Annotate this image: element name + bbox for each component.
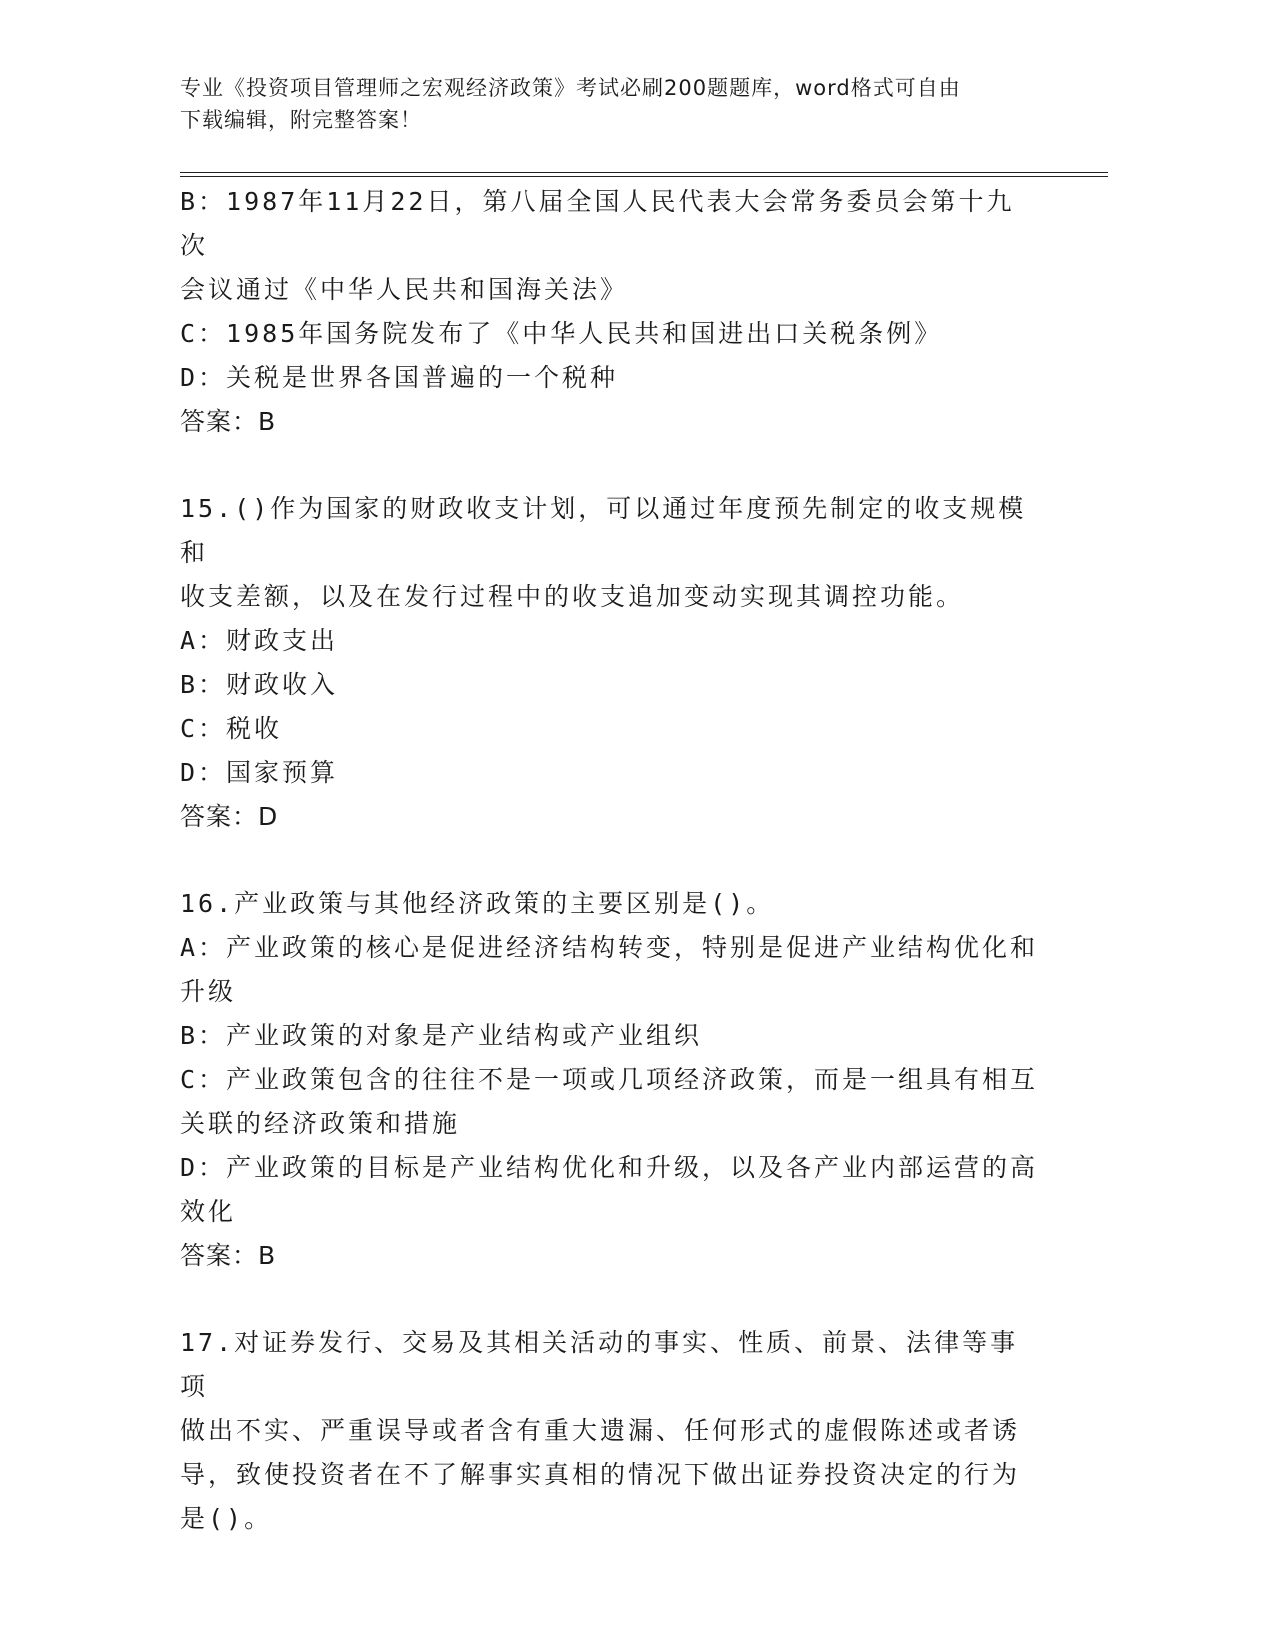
q16-answer: 答案：B (180, 1241, 277, 1270)
q17-stem-line-4: 是()。 (180, 1504, 273, 1533)
q16-option-c-line-1: C：产业政策包含的往往不是一项或几项经济政策，而是一组具有相互 (180, 1065, 1039, 1094)
q15-stem-line-2: 收支差额，以及在发行过程中的收支追加变动实现其调控功能。 (180, 582, 965, 611)
q15-option-b: B：财政收入 (180, 670, 339, 699)
q16-option-d-line-2: 效化 (180, 1197, 237, 1226)
q15-option-a: A：财政支出 (180, 626, 339, 655)
q16-stem: 16.产业政策与其他经济政策的主要区别是()。 (180, 889, 775, 918)
q16-option-d-line-1: D：产业政策的目标是产业结构优化和升级，以及各产业内部运营的高 (180, 1153, 1039, 1182)
q17-stem-line-3: 导，致使投资者在不了解事实真相的情况下做出证券投资决定的行为 (180, 1460, 1021, 1489)
question-15 (180, 487, 1040, 839)
question-16 (180, 882, 1040, 1278)
document-body (180, 180, 1040, 1541)
q16-option-c-line-2: 关联的经济政策和措施 (180, 1109, 461, 1138)
page-header (180, 72, 1040, 136)
q14-option-b-line-1: B：1987年11月22日，第八届全国人民代表大会常务委员会第十九次 (180, 187, 1015, 260)
q16-option-a-line-2: 升级 (180, 977, 237, 1006)
q14-option-d: D：关税是世界各国普遍的一个税种 (180, 363, 619, 392)
q14-answer: 答案：B (180, 407, 277, 436)
q15-option-d: D：国家预算 (180, 758, 339, 787)
q17-stem-line-1: 17.对证券发行、交易及其相关活动的事实、性质、前景、法律等事项 (180, 1328, 1019, 1401)
header-divider (180, 172, 1108, 177)
q16-option-b: B：产业政策的对象是产业结构或产业组织 (180, 1021, 703, 1050)
header-line-1: 专业《投资项目管理师之宏观经济政策》考试必刷200题题库，word格式可自由 (180, 76, 961, 100)
question-14-tail (180, 180, 1040, 444)
q17-stem-line-2: 做出不实、严重误导或者含有重大遗漏、任何形式的虚假陈述或者诱 (180, 1416, 1021, 1445)
q15-stem-line-1: 15.()作为国家的财政收支计划，可以通过年度预先制定的收支规模和 (180, 494, 1027, 567)
q16-option-a-line-1: A：产业政策的核心是促进经济结构转变，特别是促进产业结构优化和 (180, 933, 1039, 962)
q15-option-c: C：税收 (180, 714, 283, 743)
header-line-2: 下载编辑，附完整答案！ (180, 108, 422, 132)
question-17 (180, 1321, 1040, 1541)
q14-option-c: C：1985年国务院发布了《中华人民共和国进出口关税条例》 (180, 319, 943, 348)
q15-answer: 答案：D (180, 802, 279, 831)
q14-option-b-line-2: 会议通过《中华人民共和国海关法》 (180, 275, 629, 304)
